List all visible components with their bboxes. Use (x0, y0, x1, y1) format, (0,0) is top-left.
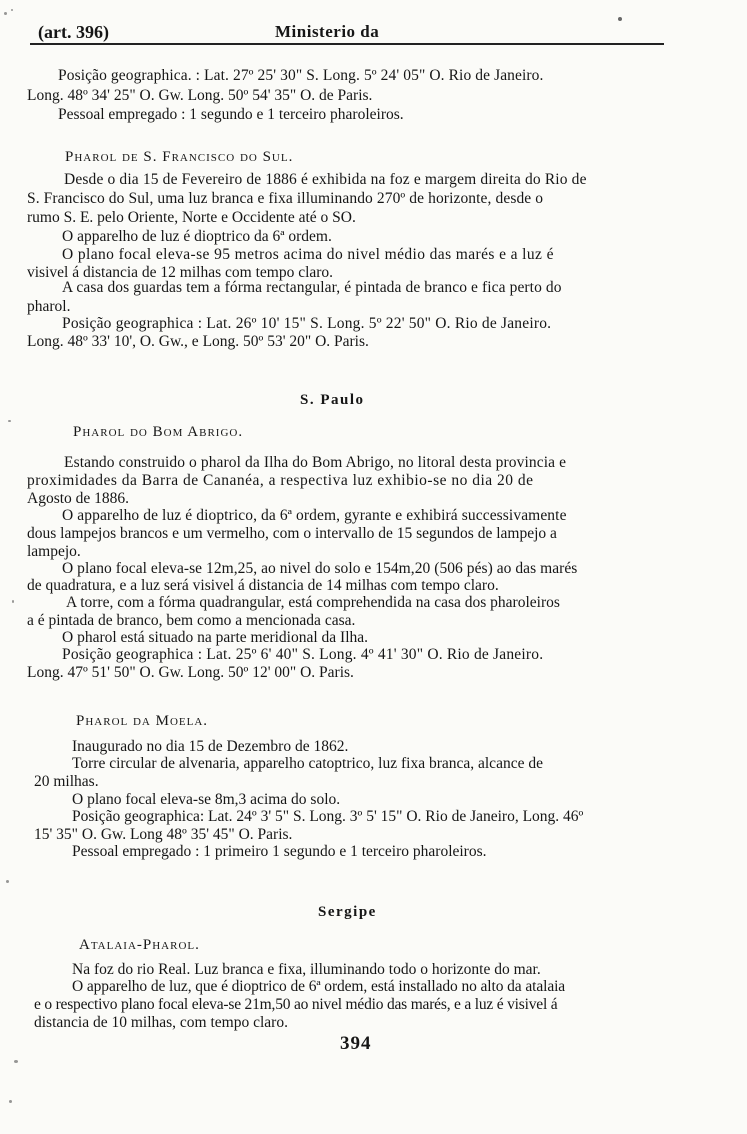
text-line: S. Francisco do Sul, uma luz branca e fixa illuminando 270º de horizonte, desde o (27, 190, 544, 207)
text-line: de quadratura, e a luz será visivel á distancia de 14 milhas com tempo claro. (27, 577, 499, 594)
text-line: Inaugurado no dia 15 de Dezembro de 1862. (72, 738, 349, 755)
text-line: 20 milhas. (34, 773, 99, 790)
scan-speck (12, 600, 14, 603)
section-title: S. Paulo (300, 392, 365, 408)
page-number: 394 (340, 1033, 372, 1054)
text-line: A casa dos guardas tem a fórma rectangular, é pintada de branco e fica perto do (62, 279, 562, 296)
lighthouse-title: Atalaia-Pharol. (79, 937, 200, 953)
running-title: Ministerio da (275, 22, 380, 41)
text-line: Pessoal empregado : 1 segundo e 1 terceiro pharoleiros. (58, 106, 404, 123)
text-line: Na foz do rio Real. Luz branca e fixa, illuminando todo o horizonte do mar. (72, 961, 541, 978)
text-line: O apparelho de luz é dioptrico da 6ª ordem. (62, 228, 332, 245)
lighthouse-title: Pharol de S. Francisco do Sul. (65, 149, 294, 165)
text-line: e o respectivo plano focal eleva-se 21m,50 ao nivel médio das marés, e a luz é visivel á (34, 996, 558, 1013)
text-line: Torre circular de alvenaria, apparelho catoptrico, luz fixa branca, alcance de (72, 755, 543, 772)
text-line: O plano focal eleva-se 95 metros acima do nivel médio das marés e a luz é (62, 246, 554, 263)
text-line: distancia de 10 milhas, com tempo claro. (34, 1014, 288, 1031)
text-line: Estando construido o pharol da Ilha do Bom Abrigo, no litoral desta provincia e (64, 454, 567, 471)
text-line: dous lampejos brancos e um vermelho, com o intervallo de 15 segundos de lampejo a (27, 525, 557, 542)
lighthouse-title: Pharol do Bom Abrigo. (73, 424, 244, 440)
article-number: (art. 396) (38, 22, 109, 42)
text-line: a é pintada de branco, bem como a mencionada casa. (27, 612, 356, 629)
text-line: O apparelho de luz, que é dioptrico de 6ª ordem, está installado no alto da atalaia (72, 978, 566, 995)
text-line: pharol. (27, 298, 71, 315)
lighthouse-title: Pharol da Moela. (76, 713, 209, 729)
scan-speck (9, 1100, 12, 1103)
text-line: lampejo. (27, 543, 81, 560)
text-line: Agosto de 1886. (27, 490, 130, 507)
text-line: Posição geographica. : Lat. 27º 25' 30" S. Long. 5º 24' 05" O. Rio de Janeiro. (58, 67, 544, 84)
scan-speck (14, 1060, 18, 1063)
text-line: Posição geographica: Lat. 24º 3' 5" S. Long. 3º 5' 15" O. Rio de Janeiro, Long. 46º (72, 808, 584, 825)
scan-speck (4, 12, 7, 15)
header-rule (30, 43, 664, 45)
text-line: 15' 35" O. Gw. Long 48º 35' 45" O. Paris. (34, 826, 293, 843)
text-line: visivel á distancia de 12 milhas com tempo claro. (27, 264, 334, 281)
text-line: O plano focal eleva-se 8m,3 acima do solo. (72, 791, 341, 808)
text-line: Posição geographica : Lat. 26º 10' 15" S. Long. 5º 22' 50" O. Rio de Janeiro. (62, 315, 552, 332)
text-line: rumo S. E. pelo Oriente, Norte e Occidente até o SO. (27, 209, 356, 226)
text-line: Pessoal empregado : 1 primeiro 1 segundo e 1 terceiro pharoleiros. (72, 843, 487, 860)
page-header (30, 22, 662, 44)
text-line: O apparelho de luz é dioptrico, da 6ª ordem, gyrante e exhibirá successivamente (62, 507, 567, 524)
text-line: Long. 48º 33' 10', O. Gw., e Long. 50º 53' 20" O. Paris. (27, 333, 369, 350)
scan-speck (8, 420, 11, 422)
text-line: O plano focal eleva-se 12m,25, ao nivel do solo e 154m,20 (506 pés) ao das marés (62, 560, 578, 577)
text-line: A torre, com a fórma quadrangular, está comprehendida na casa dos pharoleiros (66, 594, 560, 611)
scan-speck (618, 17, 622, 21)
text-line: Desde o dia 15 de Fevereiro de 1886 é exhibida na foz e margem direita do Rio de (64, 171, 587, 188)
scan-speck (11, 9, 13, 11)
text-line: O pharol está situado na parte meridional da Ilha. (62, 629, 369, 646)
text-line: Long. 48º 34' 25" O. Gw. Long. 50º 54' 35" O. de Paris. (27, 87, 373, 104)
section-title: Sergipe (318, 904, 377, 920)
text-line: proximidades da Barra de Cananéa, a respectiva luz exhibio-se no dia 20 de (27, 472, 534, 489)
text-line: Long. 47º 51' 50" O. Gw. Long. 50º 12' 00" O. Paris. (27, 664, 354, 681)
text-line: Posição geographica : Lat. 25º 6' 40" S. Long. 4º 41' 30" O. Rio de Janeiro. (62, 646, 544, 663)
scan-speck (6, 880, 9, 883)
